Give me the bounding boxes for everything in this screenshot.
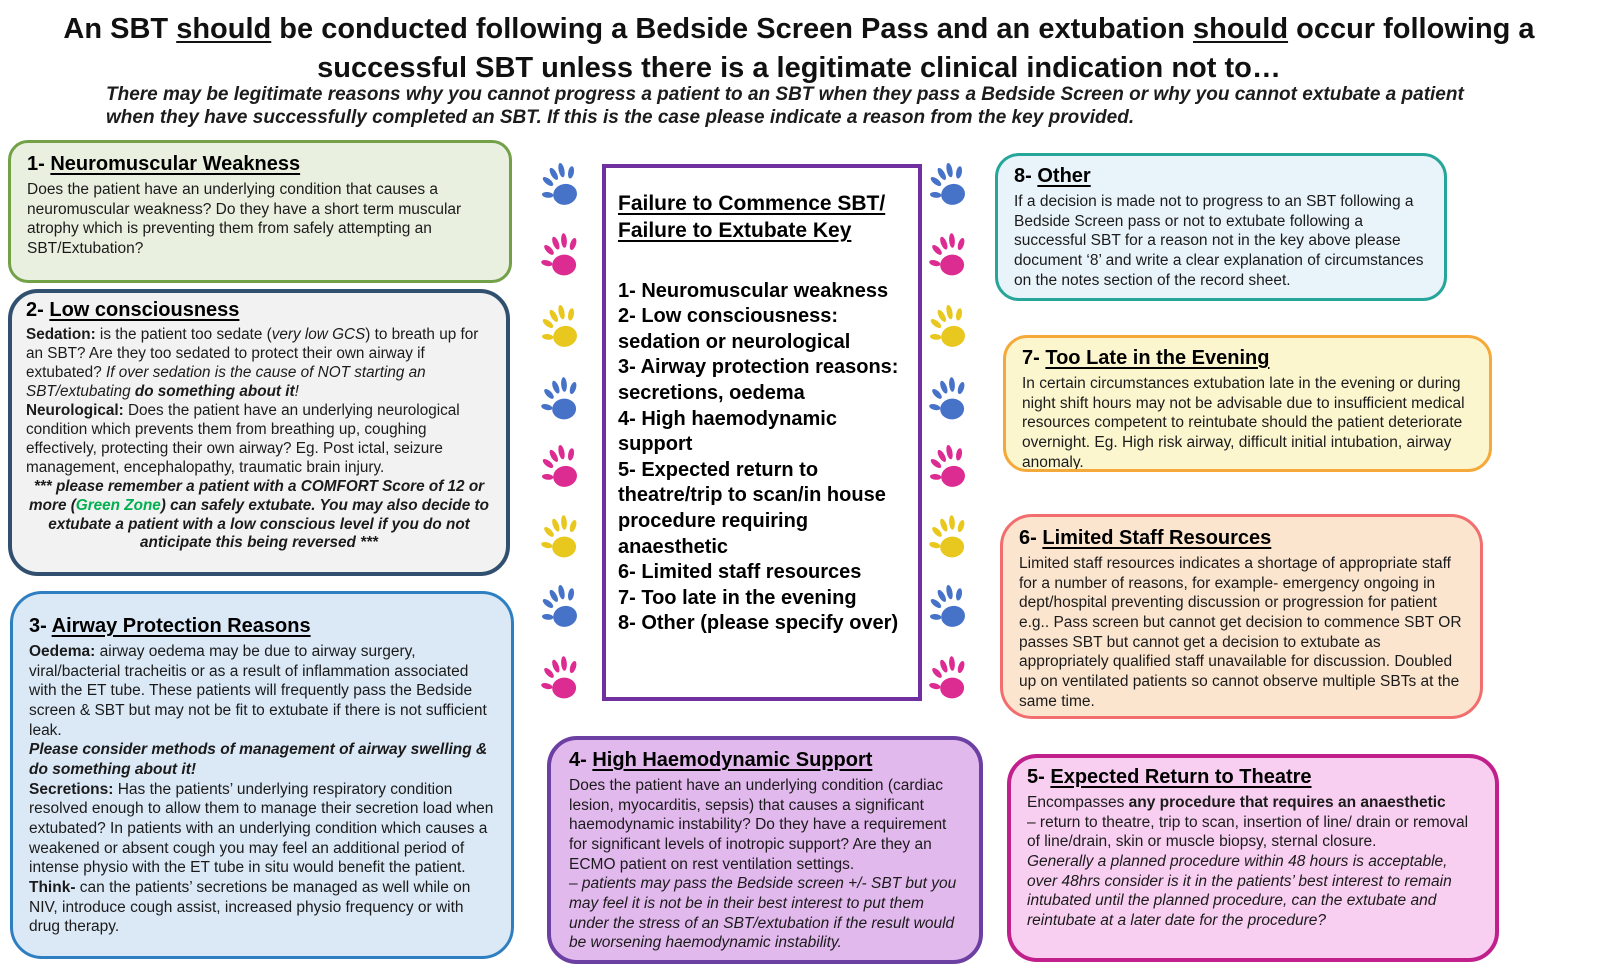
key-item: 7- Too late in the evening xyxy=(618,586,857,609)
pink-handprint-icon xyxy=(534,655,586,707)
pink-handprint-icon xyxy=(922,655,974,707)
paragraph: Please consider methods of management of airway swelling & do something about it! xyxy=(29,741,488,779)
paragraph: Secretions: Has the patients’ underlying respiratory condition resolved enough to allow them to manage their secretion load when extubated? In patients with an underlying condition which causes a weakened or absent cough you may feel an additional period of intense physio with the ET tube in situ would benefit the patient. xyxy=(29,780,494,877)
pink-handprint-icon xyxy=(922,444,974,496)
blue-handprint-icon xyxy=(534,162,586,214)
paragraph: Neurological: Does the patient have an underlying neurological condition which prevents them from breathing up, coughing effectively, protecting their own airway? Eg. Post ictal, seizure management, encephalopathy, traumatic brain injury. xyxy=(26,401,460,476)
yellow-handprint-icon xyxy=(922,304,974,356)
blue-handprint-icon xyxy=(534,376,586,428)
paragraph: Encompasses any procedure that requires an anaesthetic xyxy=(1027,794,1446,811)
key-item: 4- High haemodynamic support xyxy=(618,407,837,456)
pink-handprint-icon xyxy=(534,444,586,496)
box8-heading: 8- Other xyxy=(1014,165,1091,187)
box4-body xyxy=(569,776,961,953)
yellow-handprint-icon xyxy=(534,514,586,566)
yellow-handprint-icon xyxy=(922,514,974,566)
failure-key-box xyxy=(602,164,922,701)
key-title xyxy=(618,190,906,245)
blue-handprint-icon xyxy=(922,584,974,636)
reason-box-5-return-to-theatre xyxy=(1007,754,1499,962)
paragraph: Sedation: is the patient too sedate (very low GCS) to breath up for an SBT? Are they too sedated to protect their own airway if extubated? If over sedation is the cause of NOT starting an SBT/extubating do something about it! xyxy=(26,326,479,400)
paragraph: Limited staff resources indicates a shortage of appropriate staff for a number of reasons, for example- emergency ongoing in dept/hospital preventing discussion or progression for patient e.g.. Pass screen but cannot get decision to commence SBT OR passes SBT but cannot get a decision to extubate as appropriately qualified staff unavailable for discussion. Doubled up on ventilated patients so cannot observe multiple SBTs at the same time. xyxy=(1019,555,1462,710)
box5-body xyxy=(1027,793,1479,931)
reason-box-3-airway-protection xyxy=(10,591,514,959)
reason-box-6-limited-staff xyxy=(1000,514,1483,719)
paragraph: Does the patient have an underlying condition (cardiac lesion, myocarditis, sepsis) that causes a significant haemodynamic instability? Do they have a requirement for significant levels of inotropic support? Are they an ECMO patient on rest ventilation settings. xyxy=(569,777,947,873)
key-item: 1- Neuromuscular weakness xyxy=(618,279,889,302)
box7-heading: 7- Too Late in the Evening xyxy=(1022,347,1270,369)
pink-handprint-icon xyxy=(534,232,586,284)
paragraph: If a decision is made not to progress to an SBT following a Bedside Screen pass or not to extubate following a successful SBT for a reason not in the key above please document ‘8’ and write a clear explanation of circumstances on the notes section of the record sheet. xyxy=(1014,193,1424,289)
reason-box-4-high-haemodynamic-support xyxy=(547,736,983,964)
reason-box-2-low-consciousness xyxy=(8,289,510,576)
box6-body xyxy=(1019,554,1464,711)
box8-body xyxy=(1014,192,1428,290)
page-subtitle: There may be legitimate reasons why you cannot progress a patient to an SBT when they pass a Bedside Screen or why you cannot extubate a patient when they have successfully completed an SBT. If this is the case please indicate a reason from the key provided. xyxy=(106,84,1464,129)
key-item: 5- Expected return to theatre/trip to scan/in house procedure requiring anaesthetic xyxy=(618,458,886,558)
reason-box-8-other xyxy=(995,153,1447,301)
key-item: 6- Limited staff resources xyxy=(618,561,862,584)
key-item: 3- Airway protection reasons: secretions, oedema xyxy=(618,356,899,404)
reason-box-1-neuromuscular-weakness xyxy=(8,140,512,283)
box1-heading: 1- Neuromuscular Weakness xyxy=(27,153,301,175)
paragraph: – patients may pass the Bedside screen +/- SBT but you may feel it is not be in their best interest to put them under the stress of an SBT/extubation if the result would be worsening haemodynamic instability. xyxy=(569,875,957,952)
key-title-line2: Failure to Extubate Key xyxy=(618,219,852,243)
key-title-line1: Failure to Commence SBT/ xyxy=(618,192,886,215)
box4-heading: 4- High Haemodynamic Support xyxy=(569,749,873,771)
blue-handprint-icon xyxy=(922,162,974,214)
box3-body xyxy=(29,642,495,937)
box2-heading: 2- Low consciousness xyxy=(26,299,240,321)
box7-body xyxy=(1022,374,1473,472)
box5-heading: 5- Expected Return to Theatre xyxy=(1027,766,1312,788)
paragraph: – return to theatre, trip to scan, insertion of line/ drain or removal of line/drain, skin or muscle biopsy, sternal closure. xyxy=(1027,813,1469,851)
reason-box-7-too-late-evening xyxy=(1003,335,1492,472)
paragraph: *** please remember a patient with a COMFORT Score of 12 or more (Green Zone) can safely extubate. You may also decide to extubate a patient with a low conscious level if you do not anticipate this being reversed *** xyxy=(29,477,489,552)
box2-body xyxy=(26,326,492,553)
blue-handprint-icon xyxy=(534,584,586,636)
box6-heading: 6- Limited Staff Resources xyxy=(1019,527,1272,549)
box3-heading: 3- Airway Protection Reasons xyxy=(29,615,311,637)
yellow-handprint-icon xyxy=(534,304,586,356)
paragraph: Think- can the patients’ secretions be managed as well while on NIV, introduce cough assist, increased physio frequency or with drug therapy. xyxy=(29,879,471,936)
key-item: 8- Other (please specify over) xyxy=(618,612,899,635)
paragraph: Oedema: airway oedema may be due to airway surgery, viral/bacterial tracheitis or as a result of inflammation associated with the ET tube. These patients will frequently pass the Bedside screen & SBT but may not be fit to extubate if there is not sufficient leak. xyxy=(29,643,487,739)
pink-handprint-icon xyxy=(922,232,974,284)
paragraph: Does the patient have an underlying condition that causes a neuromuscular weakness? Do they have a short term muscular atrophy which is preventing them from safely attempting an SBT/Extubation? xyxy=(27,181,462,258)
page-title: An SBT should be conducted following a Bedside Screen Pass and an extubation should occur following a successful SBT unless there is a legitimate clinical indication not to… xyxy=(63,13,1535,85)
key-item: 2- Low consciousness: sedation or neurological xyxy=(618,305,851,353)
blue-handprint-icon xyxy=(922,376,974,428)
box1-body xyxy=(27,180,493,259)
paragraph: In certain circumstances extubation late in the evening or during night shift hours may not be advisable due to insufficient medical resources competent to reintubate should the patient deteriorate overnight. Eg. High risk airway, difficult initial intubation, airway anomaly. xyxy=(1022,375,1465,471)
key-item-list xyxy=(618,279,906,637)
paragraph: Generally a planned procedure within 48 hours is acceptable, over 48hrs consider is it in the patients’ best interest to remain intubated until the planned procedure, can the extubate and reintubate at a later date for the procedure? xyxy=(1027,853,1452,930)
